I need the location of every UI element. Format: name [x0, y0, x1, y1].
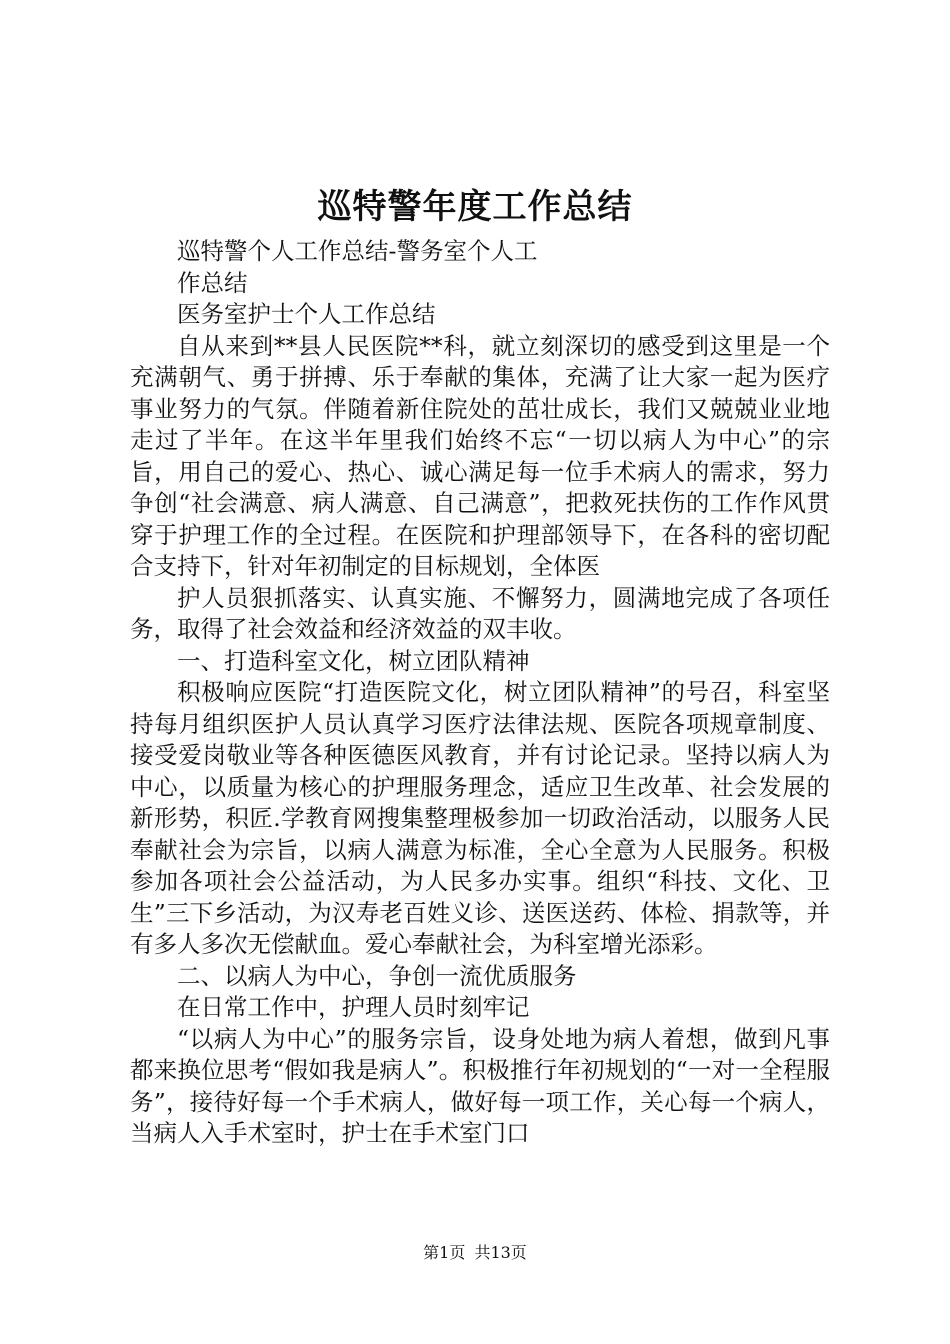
heading-service: 二、以病人为中心，争创一流优质服务 — [177, 961, 577, 990]
section-heading: 医务室护士个人工作总结 — [177, 300, 436, 328]
paragraph-continued: 护人员狠抓落实、认真实施、不懈努力，圆满地完成了各项任务，取得了社会效益和经济效益的双丰收。 — [130, 583, 830, 643]
subtitle-line-2: 作总结 — [177, 268, 248, 297]
paragraph-intro: 自从来到**县人民医院**科，就立刻深切的感受到这里是一个充满朝气、勇于拼搏、乐于奉献的集体，充满了让大家一起为医疗事业努力的气氛。伴随着新住院处的茁壮成长，我们又兢兢业业地走过了半年。在这半年里我们始终不忘“一切以病人为中心”的宗旨，用自己的爱心、热心、诚心满足每一位手术病人的需求，努力争创“社会满意、病人满意、自己满意”，把救死扶伤的工作作风贯穿于护理工作的全过程。在医院和护理部领导下，在各科的密切配合支持下，针对年初制定的目标规划，全体医 — [130, 331, 830, 580]
subtitle-line-1: 巡特警个人工作总结-警务室个人工 — [177, 237, 538, 265]
document-title: 巡特警年度工作总结 — [317, 187, 633, 227]
document-body — [130, 236, 830, 1150]
paragraph-service-lead: 在日常工作中，护理人员时刻牢记 — [177, 993, 530, 1021]
paragraph-service: “以病人为中心”的服务宗旨，设身处地为病人着想，做到凡事都来换位思考“假如我是病人”。积极推行年初规划的“一对一全程服务”，接待好每一个手术病人，做好每一项工作，关心每一个病人，当病人入手术室时，护士在手术室门口 — [130, 1024, 830, 1147]
paragraph-culture: 积极响应医院“打造医院文化，树立团队精神”的号召，科室坚持每月组织医护人员认真学习医疗法律法规、医院各项规章制度、接受爱岗敬业等各种医德医风教育，并有讨论记录。坚持以病人为中心，以质量为核心的护理服务理念，适应卫生改革、社会发展的新形势，积匠.学教育网搜集整理极参加一切政治活动，以服务人民奉献社会为宗旨，以病人满意为标准，全心全意为人民服务。积极参加各项社会公益活动，为人民多办实事。组织“科技、文化、卫生”三下乡活动，为汉寿老百姓义诊、送医送药、体检、捐款等，并有多人多次无偿献血。爱心奉献社会，为科室增光添彩。 — [130, 678, 830, 958]
heading-culture: 一、打造科室文化，树立团队精神 — [177, 646, 530, 675]
page-number: 第1页 共13页 — [423, 1243, 527, 1262]
